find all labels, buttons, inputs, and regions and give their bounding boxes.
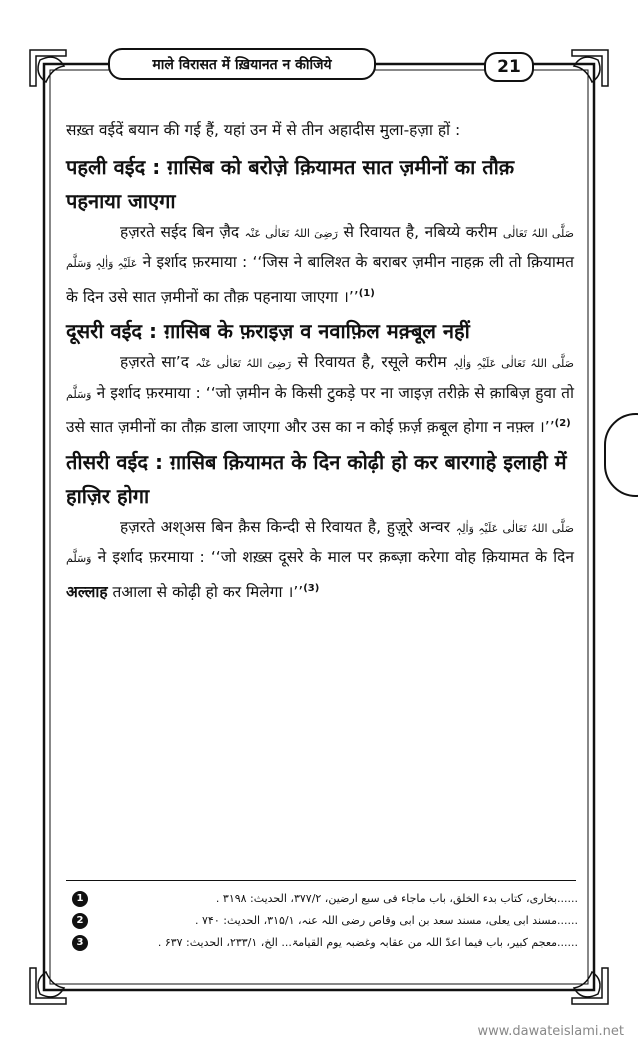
footnote-ref: (3) (303, 582, 320, 594)
section-body-2: हज़रते सा’द رَضِیَ اللہُ تَعَالٰی عَنْہ से रिवायत है, रसूले करीम صَلَّی اللہُ تَعَالٰی عَلَیْہِ وَاٰلِہٖ وَسَلَّم ने इर्शाद फ़रमाया : ‘‘जो ज़मीन के किसी टुकड़े पर ना जाइज़ तरीक़े से क़ाबिज़ हुवा तो उसे सात ज़मीनों का तौक़ डाला जाएगा और उस का न कोई फ़र्ज़ क़बूल होगा न नफ़्ल ।’’$^{(2)}$ (66, 353, 575, 437)
main-content (66, 116, 574, 607)
section-body-1: हज़रते सईद बिन ज़ैद رَضِیَ اللہُ تَعَالٰی عَنْہ से रिवायत है, नबिय्ये करीम صَلَّی اللہُ تَعَالٰی عَلَیْہِ وَاٰلِہٖ وَسَلَّم ने इर्शाद फ़रमाया : ‘‘जिस ने बालिश्त के बराबर ज़मीन नाहक़ ली तो क़ियामत के दिन उसे सात ज़मीनों का तौक़ पहनाया जाएगा ।’’$^{(1)}$ (66, 222, 574, 306)
section-heading-2: दूसरी वईद : ग़ासिब के फ़राइज़ व नवाफ़िल मक़्बूल नहीं (66, 319, 470, 344)
honorific-salawat: صَلَّی اللہُ تَعَالٰی عَلَیْہِ وَاٰلِہٖ وَسَلَّم (66, 521, 574, 566)
page-number: 21 (484, 52, 534, 82)
section-body-3: हज़रते अश्अस बिन क़ैस किन्दी से रिवायत है, हुज़ूरे अन्वर صَلَّی اللہُ تَعَالٰی عَلَیْہِ وَاٰلِہٖ وَسَلَّم ने इर्शाद फ़रमाया : ‘‘जो शख़्स दूसरे के माल पर क़ब्ज़ा करेगा वोह क़ियामत के दिन अल्लाह तआला से कोढ़ी हो कर मिलेगा ।’’$^{(3)}$ (66, 517, 574, 601)
website-watermark: www.dawateislami.net (477, 1024, 624, 1039)
honorific-radi: رَضِیَ اللہُ تَعَالٰی عَنْہ (244, 226, 338, 240)
footnote-divider (66, 880, 576, 881)
running-header: माले विरासत में ख़ियानत न कीजिये (108, 48, 376, 80)
footnote-item (66, 932, 578, 954)
footnote-item (66, 888, 578, 910)
honorific-salawat: صَلَّی اللہُ تَعَالٰی عَلَیْہِ وَاٰلِہٖ وَسَلَّم (66, 357, 575, 401)
footnote-text: ......مسند ابی یعلی، مسند سعد بن ابی وقاص رضی اللہ عنہ، ۳۱۵/۱، الحدیث: ۷۴۰ . (195, 914, 578, 927)
footnotes (66, 888, 578, 954)
section-heading-3: तीसरी वईद : ग़ासिब क़ियामत के दिन कोढ़ी हो कर बारगाहे इलाही में हाज़िर होगा (66, 449, 567, 508)
footnote-ref: (2) (554, 418, 571, 430)
footnote-item (66, 910, 578, 932)
honorific-salawat: صَلَّی اللہُ تَعَالٰی عَلَیْہِ وَاٰلِہٖ وَسَلَّم (66, 226, 574, 270)
intro-text: सख़्त वईदें बयान की गई हैं, यहां उन में से तीन अहादीस मुला-हज़ा हों : (66, 121, 461, 139)
footnote-text: ......بخاری، کتاب بدء الخلق، باب ماجاء فی سبع ارضین، ۳۷۷/۲، الحدیث: ۳۱۹۸ . (215, 892, 578, 905)
allah-word: अल्लाह (66, 582, 108, 601)
footnote-number: 3 (72, 935, 88, 951)
footnote-number: 1 (72, 891, 88, 907)
footnote-number: 2 (72, 913, 88, 929)
footnote-ref: (1) (358, 287, 375, 299)
footnote-text: ......معجم کبیر، باب فیما اعدّ اللہ من عقابہ وغضبہ یوم القیامۃ... الخ، ۲۳۳/۱، الحدیث: ۶۳۷ . (157, 936, 578, 949)
honorific-radi: رَضِیَ اللہُ تَعَالٰی عَنْہ (195, 357, 292, 371)
section-heading-1: पहली वईद : ग़ासिब को बरोज़े क़ियामत सात ज़मीनों का तौक़ पहनाया जाएगा (66, 154, 515, 213)
